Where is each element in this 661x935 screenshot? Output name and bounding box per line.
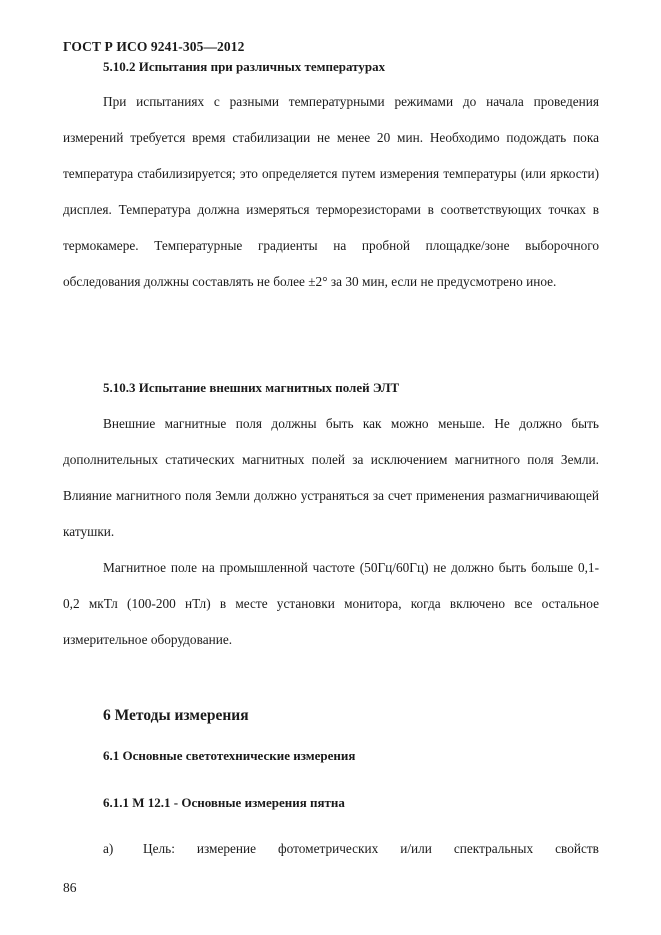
list-item-a-word: фотометрических xyxy=(278,841,379,856)
list-item-a xyxy=(103,841,599,857)
list-item-a-marker: а) xyxy=(103,841,114,856)
document-header: ГОСТ Р ИСО 9241-305—2012 xyxy=(63,39,245,54)
heading-6-1: 6.1 Основные светотехнические измерения xyxy=(103,748,356,763)
page-number: 86 xyxy=(63,880,77,895)
list-item-a-text xyxy=(143,841,599,857)
heading-6: 6 Методы измерения xyxy=(103,707,249,724)
list-item-a-word: измерение xyxy=(196,841,257,856)
list-item-a-word: и/или xyxy=(400,841,432,856)
heading-5-10-2: 5.10.2 Испытания при различных температурах xyxy=(103,59,386,74)
list-item-a-word: Цель: xyxy=(143,841,175,856)
heading-6-1-1: 6.1.1 М 12.1 - Основные измерения пятна xyxy=(103,795,345,810)
list-item-a-word: спектральных xyxy=(453,841,534,856)
paragraph-magnetic-fields: Внешние магнитные поля должны быть как можно меньше. Не должно быть дополнительных статических магнитных полей за исключением магнитного поля Земли. Влияние магнитного поля Земли должно устраняться за счет применения размагничивающей катушки. xyxy=(63,416,599,539)
heading-5-10-3: 5.10.3 Испытание внешних магнитных полей ЭЛТ xyxy=(103,380,400,395)
paragraph-power-frequency: Магнитное поле на промышленной частоте (50Гц/60Гц) не должно быть больше 0,1-0,2 мкТл (100-200 нТл) в месте установки монитора, когда включено все остальное измерительное оборудование. xyxy=(63,560,599,647)
paragraph-temperature-tests: При испытаниях с разными температурными режимами до начала проведения измерений требуется время стабилизации не менее 20 мин. Необходимо подождать пока температура стабилизируется; это определяется путем измерения температуры (или яркости) дисплея. Температура должна измеряться терморезисторами в соответствующих точках в термокамере. Температурные градиенты на пробной площадке/зоне выборочного обследования должны составлять не более ±2° за 30 мин, если не предусмотрено иное. xyxy=(63,94,599,289)
list-item-a-word: свойств xyxy=(555,841,599,856)
